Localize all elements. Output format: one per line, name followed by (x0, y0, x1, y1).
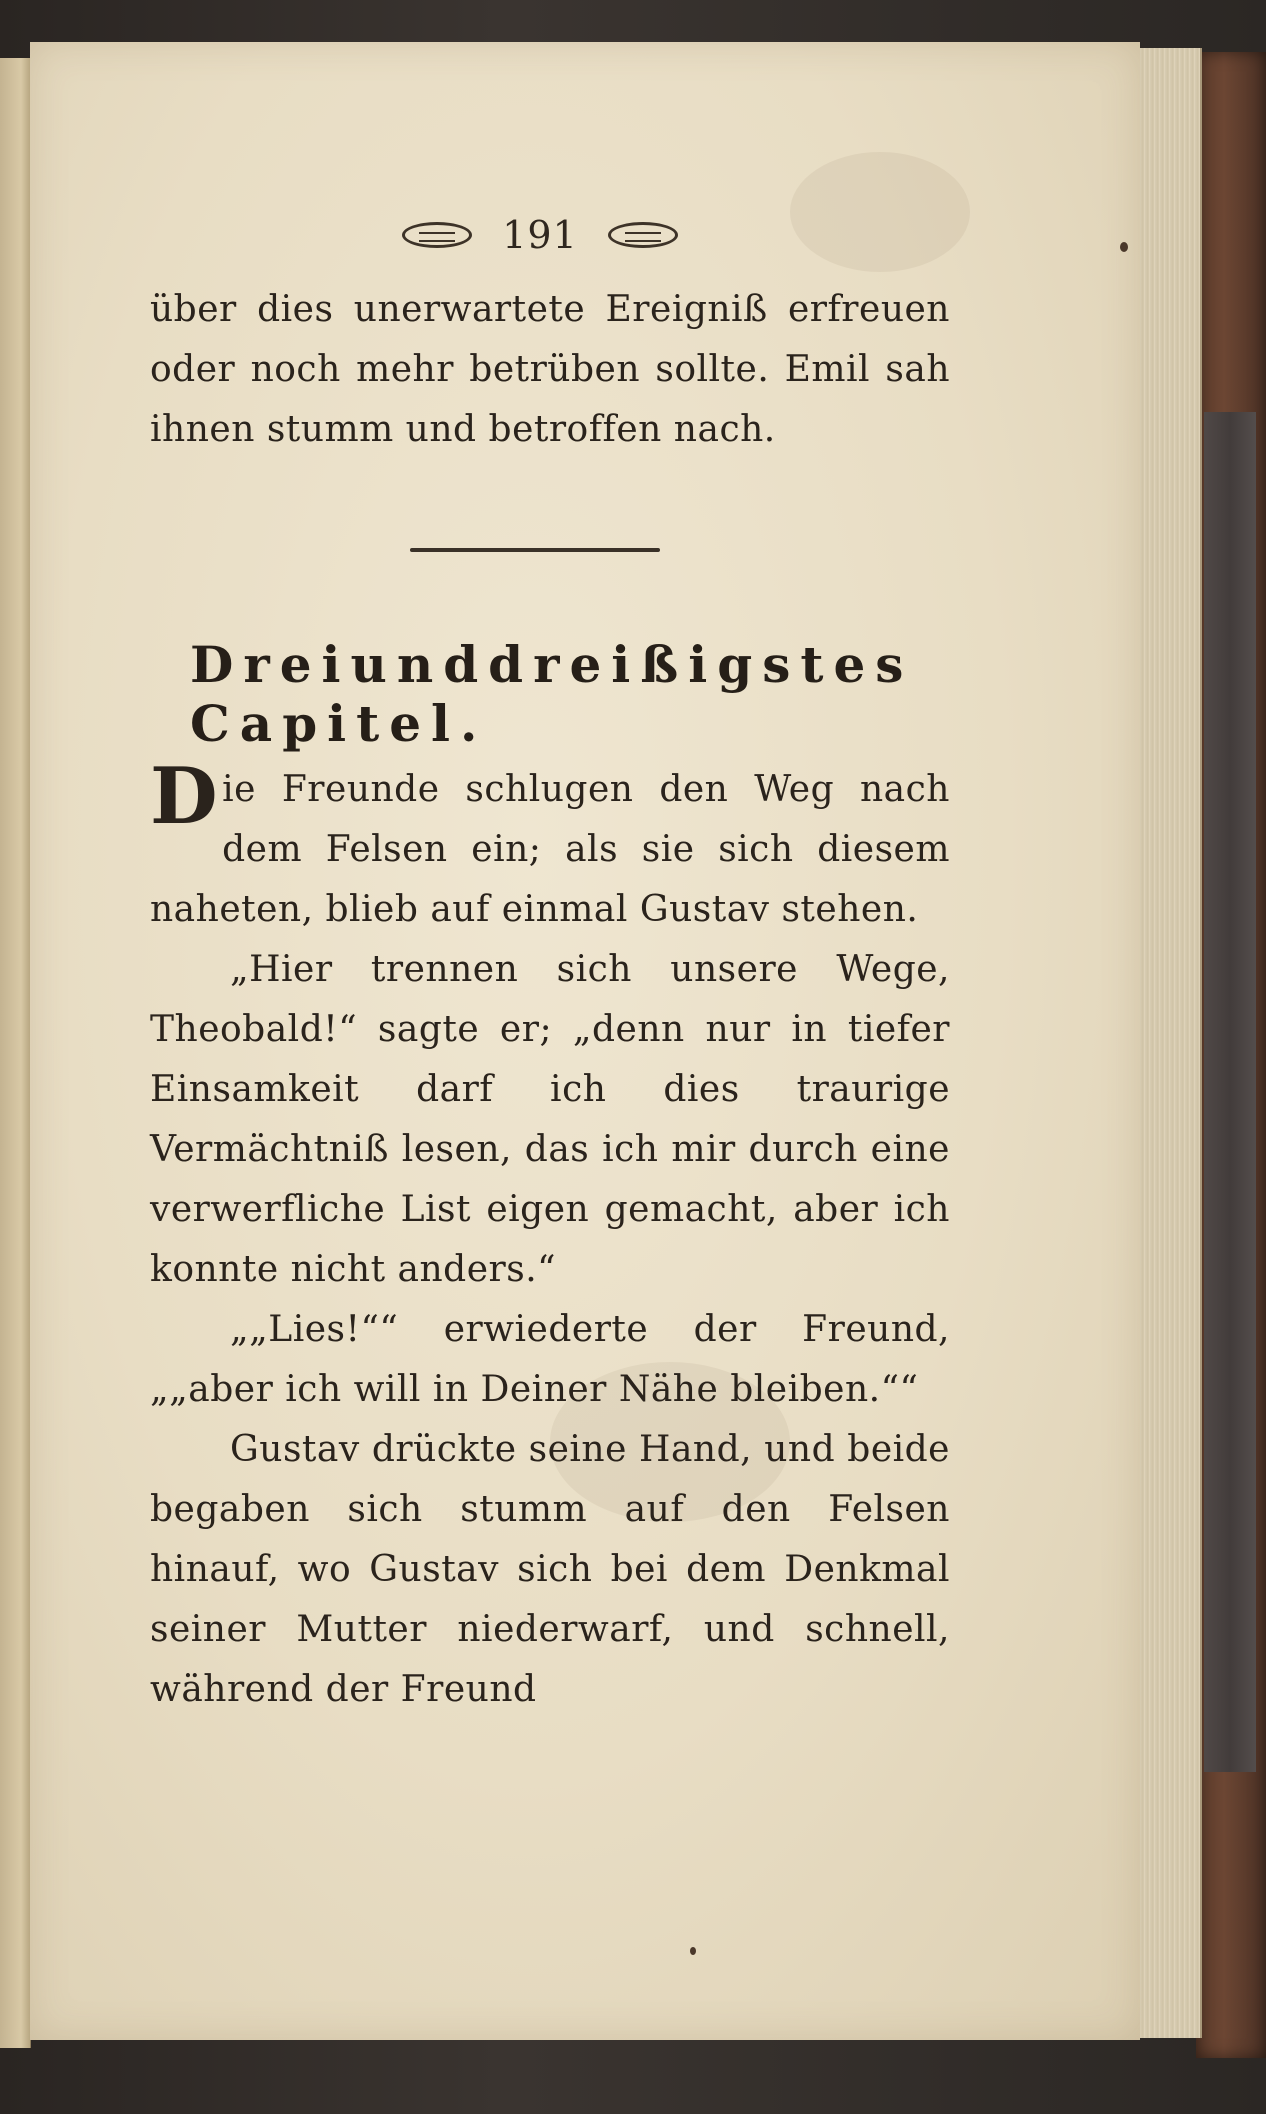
page-header (390, 210, 690, 260)
paper-stain (790, 152, 970, 272)
chapter-body (150, 751, 950, 1720)
section-divider (410, 548, 660, 552)
book-cover-edge (1196, 52, 1266, 2058)
left-ornament-icon (402, 222, 472, 248)
paragraph: „„Lies!““ erwiederte der Freund, „„aber ich will in Deiner Nähe bleiben.““ (150, 1309, 950, 1410)
page-number: 191 (502, 213, 578, 257)
paragraph-text: über dies unerwartete Ereigniß erfreuen oder noch mehr betrüben sollte. Emil sah ihnen stumm und betroffen nach. (150, 289, 950, 450)
page-stack-edge (1140, 48, 1202, 2038)
drop-cap: D (150, 751, 219, 842)
paragraph: „Hier trennen sich unsere Wege, Theobald!“ sagte er; „denn nur in tiefer Einsamkeit darf ich dies traurige Vermächtniß lesen, das ich mir durch eine verwerfliche List eigen gemacht, aber ich konnte nicht anders.“ (150, 949, 950, 1290)
chapter-title: Dreiunddreißigstes Capitel. (190, 635, 914, 753)
left-page-edge (0, 58, 31, 2048)
paragraph-text: ie Freunde schlugen den Weg nach dem Felsen ein; als sie sich diesem naheten, blieb auf einmal Gustav stehen. (150, 769, 950, 930)
continued-paragraph (150, 280, 950, 460)
right-ornament-icon (608, 222, 678, 248)
ink-spot (690, 1947, 696, 1955)
ink-spot (1120, 242, 1128, 252)
paragraph: Gustav drückte seine Hand, und beide begaben sich stumm auf den Felsen hinauf, wo Gustav sich bei dem Denkmal seiner Mutter niederwarf, und schnell, während der Freund (150, 1429, 950, 1710)
paragraph (150, 751, 950, 940)
